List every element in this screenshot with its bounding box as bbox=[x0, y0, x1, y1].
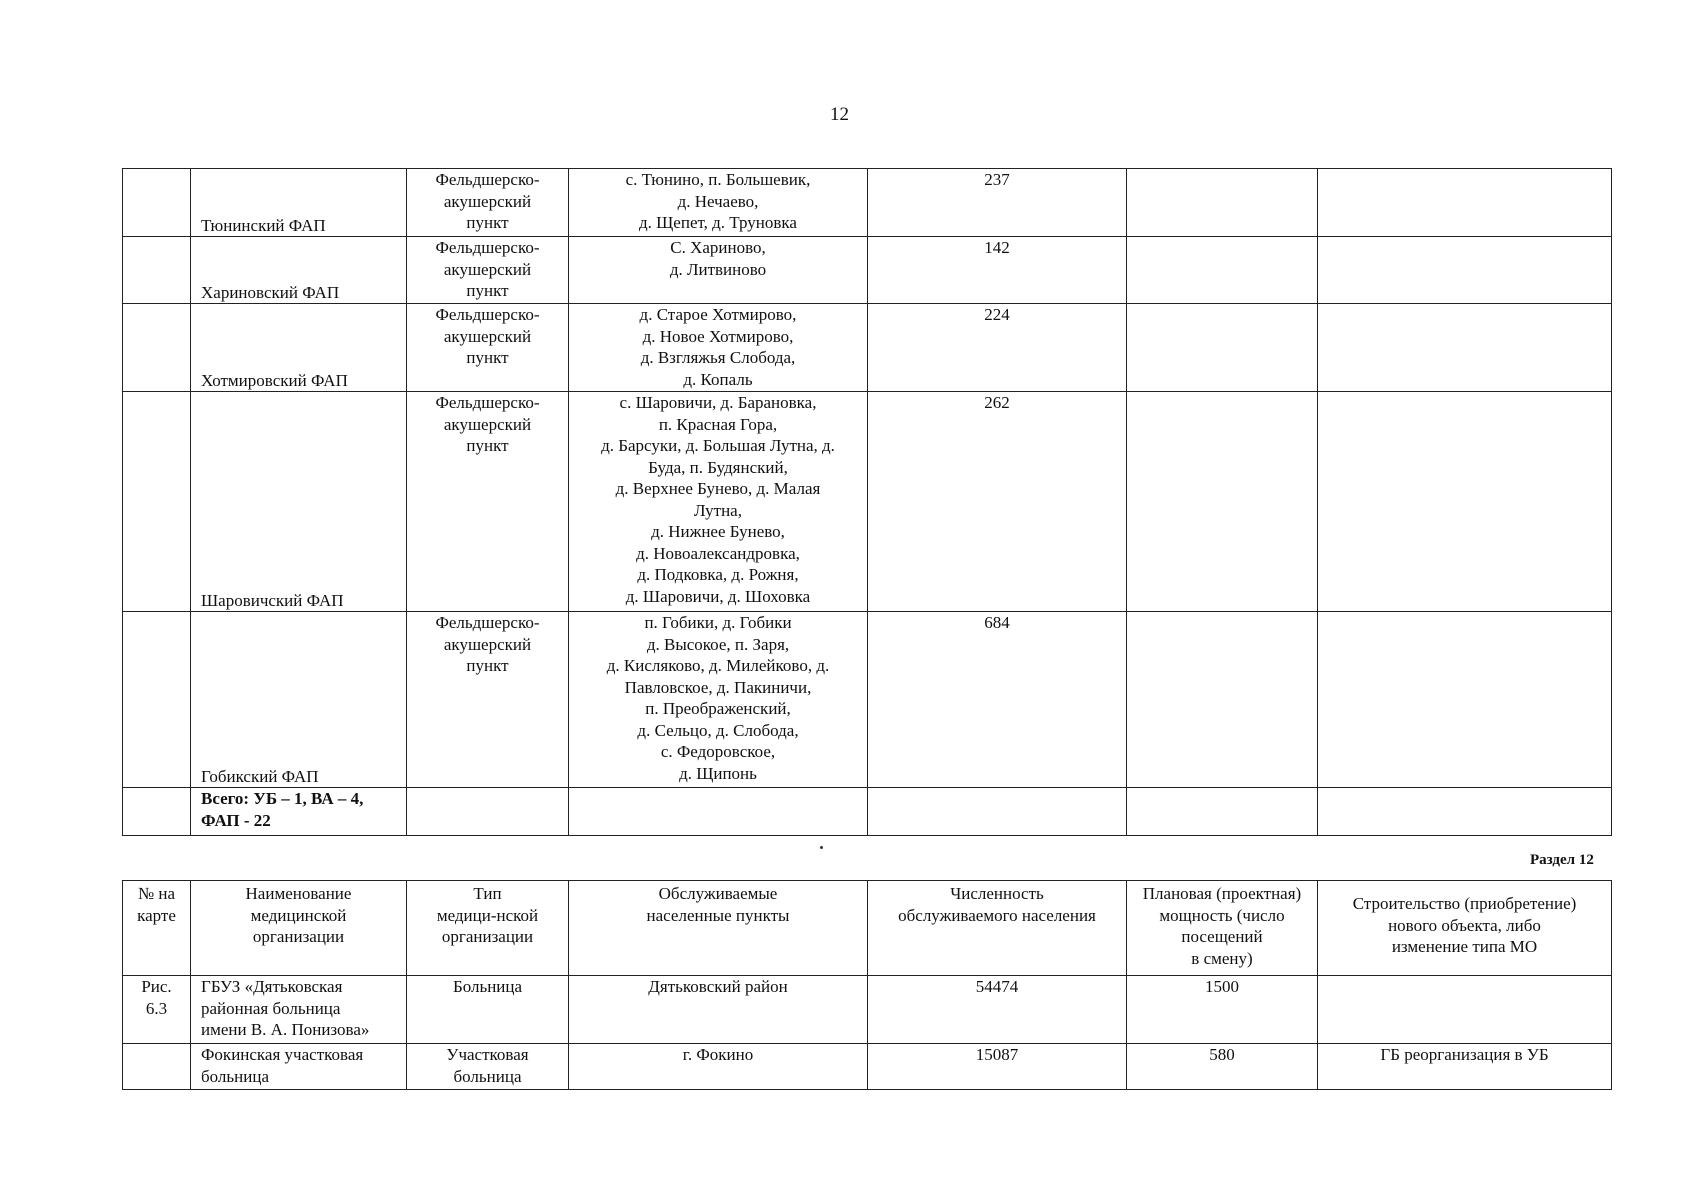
table-row bbox=[123, 237, 1612, 304]
total-row bbox=[123, 788, 1612, 836]
header-map-number: № на карте bbox=[123, 881, 191, 976]
facility-name: Шаровичский ФАП bbox=[191, 392, 407, 612]
facility-type: Фельдшерско- акушерский пункт bbox=[407, 612, 569, 788]
map-number bbox=[123, 1044, 191, 1090]
facility-name: Хариновский ФАП bbox=[191, 237, 407, 304]
population: 237 bbox=[868, 169, 1127, 237]
facility-name: ГБУЗ «Дятьковская районная больница имени В. А. Понизова» bbox=[191, 976, 407, 1044]
empty-cell bbox=[868, 788, 1127, 836]
served-settlements: С. Хариново, д. Литвиново bbox=[569, 237, 868, 304]
table-row bbox=[123, 169, 1612, 237]
map-number-cell bbox=[123, 169, 191, 237]
facilities-table-continued bbox=[122, 168, 1612, 836]
empty-cell bbox=[1127, 788, 1318, 836]
header-population: Численность обслуживаемого населения bbox=[868, 881, 1127, 976]
empty-cell bbox=[407, 788, 569, 836]
capacity: 1500 bbox=[1127, 976, 1318, 1044]
served-settlements: д. Старое Хотмирово, д. Новое Хотмирово, д. Взгляжья Слобода, д. Копаль bbox=[569, 304, 868, 392]
table-row bbox=[123, 976, 1612, 1044]
table-row bbox=[123, 304, 1612, 392]
construction-cell bbox=[1318, 392, 1612, 612]
population: 224 bbox=[868, 304, 1127, 392]
construction-cell bbox=[1318, 304, 1612, 392]
map-number-cell bbox=[123, 392, 191, 612]
construction bbox=[1318, 976, 1612, 1044]
facility-type: Фельдшерско- акушерский пункт bbox=[407, 392, 569, 612]
capacity: 580 bbox=[1127, 1044, 1318, 1090]
construction-cell bbox=[1318, 169, 1612, 237]
map-number-cell bbox=[123, 237, 191, 304]
total-label: Всего: УБ – 1, ВА – 4, ФАП - 22 bbox=[191, 788, 407, 836]
capacity-cell bbox=[1127, 169, 1318, 237]
capacity-cell bbox=[1127, 392, 1318, 612]
map-number-cell bbox=[123, 612, 191, 788]
construction: ГБ реорганизация в УБ bbox=[1318, 1044, 1612, 1090]
facility-name: Фокинская участковая больница bbox=[191, 1044, 407, 1090]
population: 54474 bbox=[868, 976, 1127, 1044]
facility-name: Гобикский ФАП bbox=[191, 612, 407, 788]
table-row bbox=[123, 392, 1612, 612]
header-org-type: Тип медици-нской организации bbox=[407, 881, 569, 976]
map-number-cell bbox=[123, 304, 191, 392]
stray-dot bbox=[820, 846, 823, 849]
capacity-cell bbox=[1127, 237, 1318, 304]
header-settlements: Обслуживаемые населенные пункты bbox=[569, 881, 868, 976]
page-number: 12 bbox=[830, 104, 849, 125]
served-settlements: Дятьковский район bbox=[569, 976, 868, 1044]
facility-type: Участковая больница bbox=[407, 1044, 569, 1090]
empty-cell bbox=[569, 788, 868, 836]
header-org-name: Наименование медицинской организации bbox=[191, 881, 407, 976]
empty-cell bbox=[1318, 788, 1612, 836]
section-label: Раздел 12 bbox=[1530, 852, 1594, 868]
facility-name: Тюнинский ФАП bbox=[191, 169, 407, 237]
facility-type: Фельдшерско- акушерский пункт bbox=[407, 304, 569, 392]
population: 15087 bbox=[868, 1044, 1127, 1090]
facility-type: Больница bbox=[407, 976, 569, 1044]
table-row bbox=[123, 612, 1612, 788]
population: 684 bbox=[868, 612, 1127, 788]
facility-type: Фельдшерско- акушерский пункт bbox=[407, 237, 569, 304]
served-settlements: г. Фокино bbox=[569, 1044, 868, 1090]
capacity-cell bbox=[1127, 612, 1318, 788]
map-number: Рис. 6.3 bbox=[123, 976, 191, 1044]
population: 262 bbox=[868, 392, 1127, 612]
population: 142 bbox=[868, 237, 1127, 304]
facilities-table-section-12 bbox=[122, 880, 1612, 1090]
served-settlements: с. Тюнино, п. Большевик, д. Нечаево, д. Щепет, д. Труновка bbox=[569, 169, 868, 237]
construction-cell bbox=[1318, 237, 1612, 304]
facility-name: Хотмировский ФАП bbox=[191, 304, 407, 392]
construction-cell bbox=[1318, 612, 1612, 788]
table-row bbox=[123, 1044, 1612, 1090]
capacity-cell bbox=[1127, 304, 1318, 392]
served-settlements: п. Гобики, д. Гобики д. Высокое, п. Заря, д. Кисляково, д. Милейково, д. Павловское, д. Пакиничи, п. Преображенский, д. Сельцо, д. Слобода, с. Федоровское, д. Щипонь bbox=[569, 612, 868, 788]
header-capacity: Плановая (проектная) мощность (число посещений в смену) bbox=[1127, 881, 1318, 976]
served-settlements: с. Шаровичи, д. Барановка, п. Красная Гора, д. Барсуки, д. Большая Лутна, д. Буда, п. Будянский, д. Верхнее Бунево, д. Малая Лутна, д. Нижнее Бунево, д. Новоалександровка, д. Подковка, д. Рожня, д. Шаровичи, д. Шоховка bbox=[569, 392, 868, 612]
header-row bbox=[123, 881, 1612, 976]
facility-type: Фельдшерско- акушерский пункт bbox=[407, 169, 569, 237]
map-number-cell bbox=[123, 788, 191, 836]
header-construction: Строительство (приобретение) нового объекта, либо изменение типа МО bbox=[1318, 881, 1612, 976]
